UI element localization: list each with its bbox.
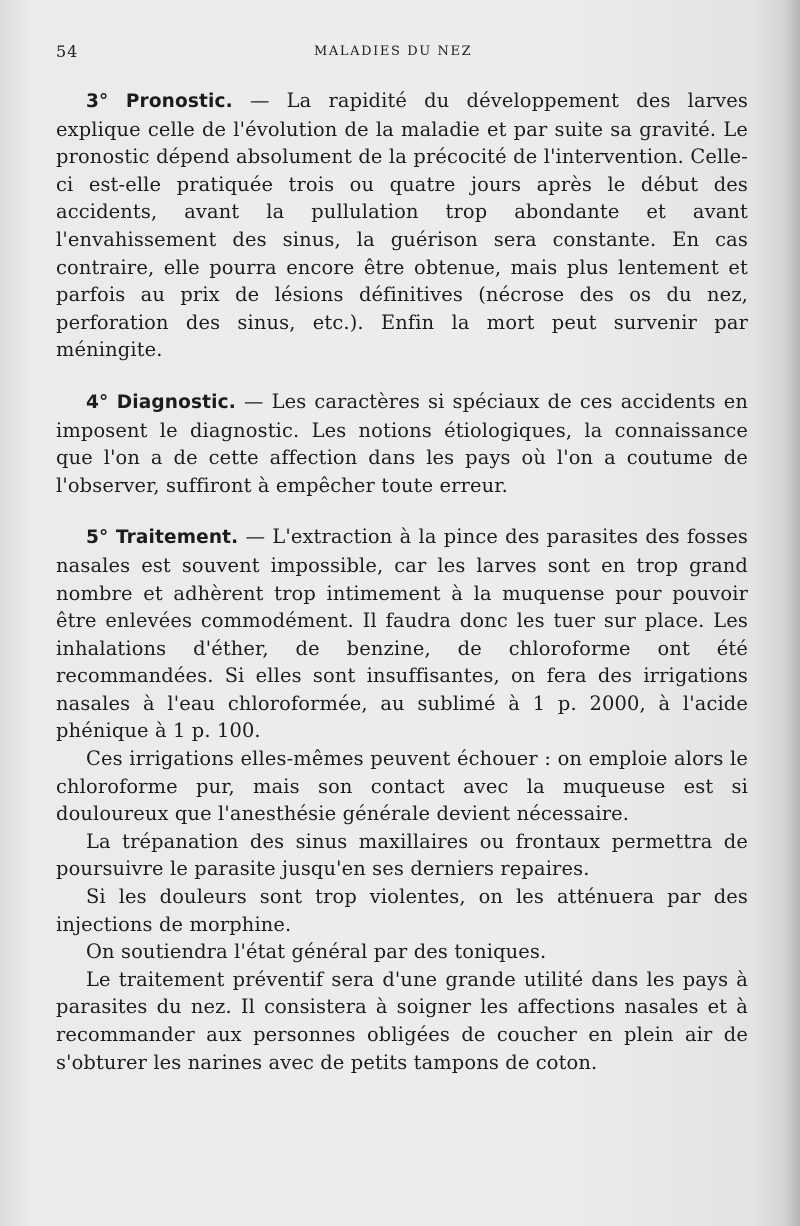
section-diagnostic — [56, 388, 748, 499]
page-number: 54 — [56, 42, 79, 61]
section-text: — Les caractères si spéciaux de ces accidents en imposent le diagnostic. Les notions étiologiques, la connaissance que l'on a de cette affection dans les pays où l'on a coutume de l'observer, suffiront à empêcher toute erreur. — [56, 389, 748, 497]
section-heading: 4° Diagnostic. — [86, 391, 236, 413]
page-body — [56, 87, 748, 1076]
paragraph: Ces irrigations elles-mêmes peuvent échouer : on emploie alors le chloroforme pur, mais son contact avec la muqueuse est si douloureux que l'anesthésie générale devient nécessaire. — [56, 747, 748, 826]
page-header — [56, 42, 736, 66]
section-heading: 3° Pronostic. — [86, 91, 233, 112]
page-edge-shadow — [782, 0, 800, 1226]
paragraph: On soutiendra l'état général par des toniques. — [86, 940, 547, 964]
section-heading: 5° Traitement. — [86, 527, 239, 549]
paragraph: Si les douleurs sont trop violentes, on les atténuera par des injections de morphine. — [56, 885, 748, 936]
section-pronostic — [56, 87, 748, 364]
section-traitement — [56, 523, 748, 745]
section-text: — La rapidité du développement des larves explique celle de l'évolution de la maladie et par suite sa gravité. Le pronostic dépend absolument de la précocité de l'intervention. Celle-ci est-elle pratiquée trois ou quatre jours après le début des accidents, avant la pullulation trop abondante et avant l'envahissement des sinus, la guérison sera constante. En cas contraire, elle pourra encore être obtenue, mais plus lentement et parfois au prix de lésions définitives (nécrose des os du nez, perforation des sinus, etc.). Enfin la mort peut survenir par méningite. — [56, 89, 748, 362]
section-text: — L'extraction à la pince des parasites des fosses nasales est souvent impossible, car les larves sont en trop grand nombre et adhèrent trop intimement à la muquense pour pouvoir être enlevées commodément. Il faudra donc les tuer sur place. Les inhalations d'éther, de benzine, de chloroforme ont été recommandées. Si elles sont insuffisantes, on fera des irrigations nasales à l'eau chloroformée, au sublimé à 1 p. 2000, à l'acide phénique à 1 p. 100. — [56, 525, 748, 743]
paragraph: La trépanation des sinus maxillaires ou frontaux permettra de poursuivre le parasite jusqu'en ses derniers repaires. — [56, 829, 748, 881]
paragraph: Le traitement préventif sera d'une grande utilité dans les pays à parasites du nez. Il consistera à soigner les affections nasales et à recommander aux personnes obligées de coucher en plein air de s'obturer les narines avec de petits tampons de coton. — [56, 967, 748, 1074]
running-title: MALADIES DU NEZ — [314, 44, 473, 59]
